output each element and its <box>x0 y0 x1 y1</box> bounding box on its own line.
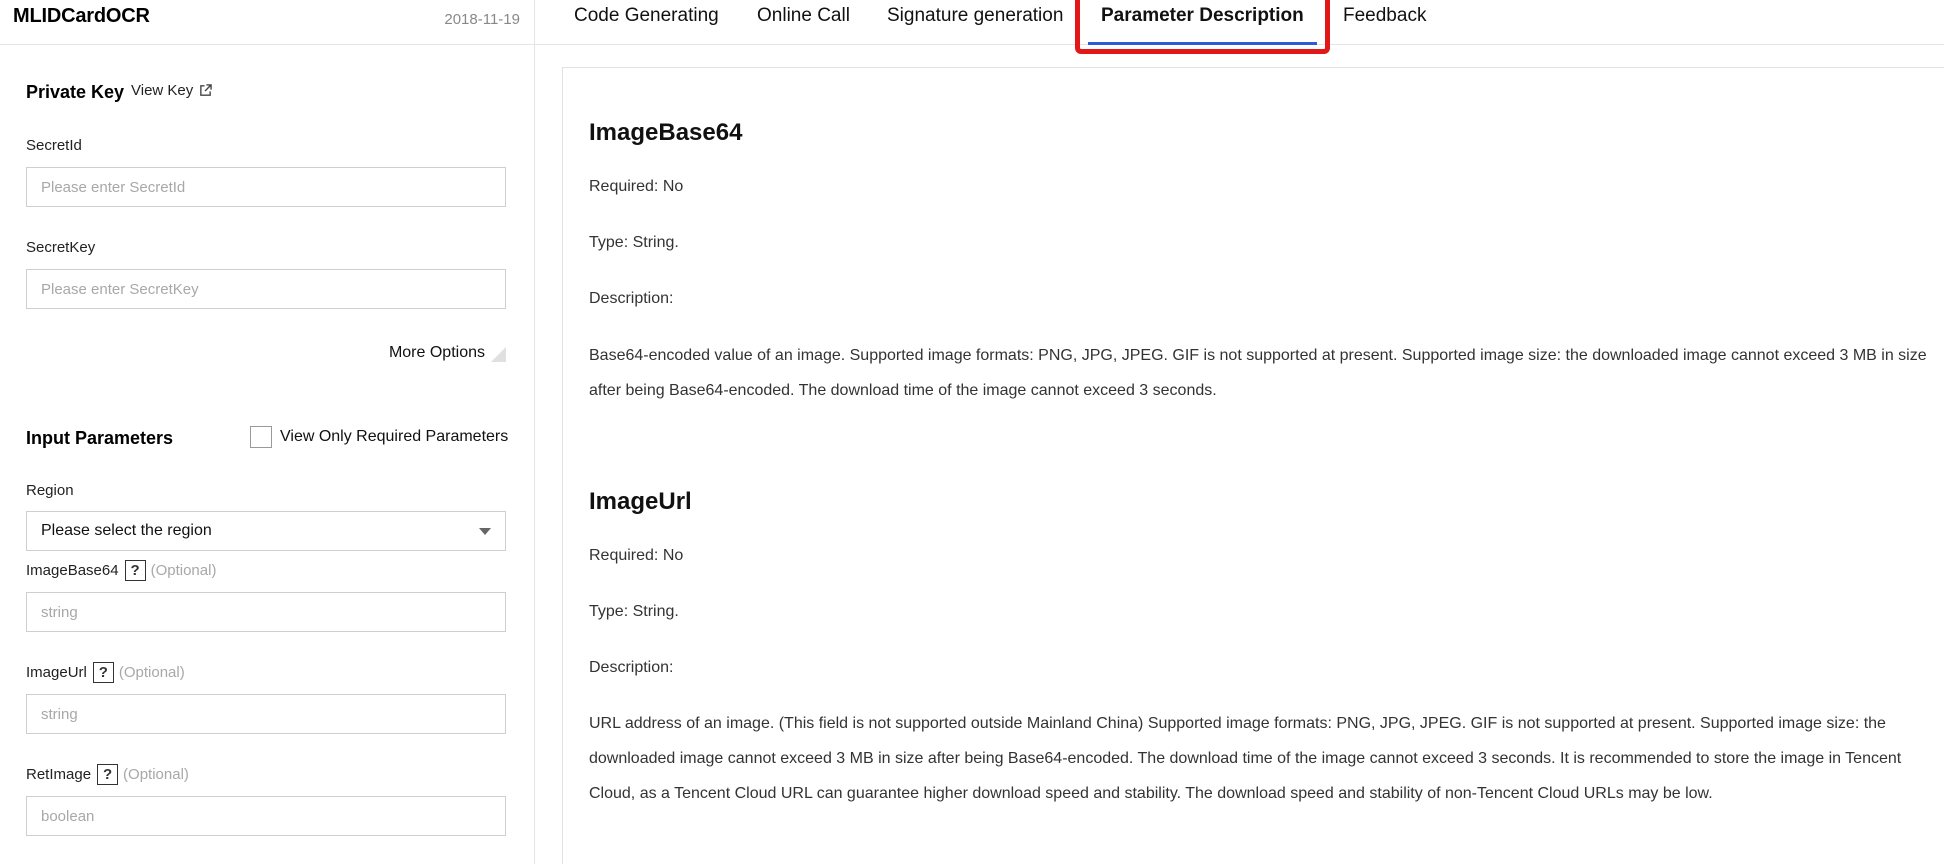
tab-online-call[interactable]: Online Call <box>757 5 850 26</box>
highlight-box <box>1075 0 1330 54</box>
param-title-imageurl: ImageUrl <box>589 488 692 515</box>
view-required-label: View Only Required Parameters <box>280 428 509 445</box>
param-description: Base64-encoded value of an image. Supported image formats: PNG, JPG, JPEG. GIF is not supported at present. Supported image size: the downloaded image cannot exceed 3 MB in size after being Base64-encoded. The download time of the image cannot exceed 3 seconds. <box>589 347 1927 399</box>
param-type: Type: String. <box>589 234 679 251</box>
optional-tag: (Optional) <box>123 766 189 783</box>
tab-signature-generation[interactable]: Signature generation <box>887 5 1064 26</box>
imageurl-field-label <box>26 662 185 683</box>
param-required: Required: No <box>589 178 684 195</box>
secretkey-label: SecretKey <box>26 239 96 256</box>
optional-tag: (Optional) <box>150 562 217 579</box>
imageurl-name: ImageUrl <box>26 664 87 681</box>
secretkey-input[interactable] <box>26 269 506 309</box>
imagebase64-name: ImageBase64 <box>26 562 119 579</box>
view-key-link[interactable] <box>131 82 212 99</box>
param-description-label: Description: <box>589 290 674 307</box>
sidebar <box>0 0 535 864</box>
region-selected-value: Please select the region <box>41 522 212 539</box>
imageurl-input[interactable] <box>26 694 506 734</box>
secretid-label: SecretId <box>26 137 82 154</box>
view-key-label: View Key <box>131 82 194 99</box>
param-description: URL address of an image. (This field is not supported outside Mainland China) Supported image formats: PNG, JPG, JPEG. GIF is not supported at present. Supported image size: the downloaded image cannot exceed 3 MB in size after being Base64-encoded. The download time of the image cannot exceed 3 seconds. It is recommended to store the image in Tencent Cloud, as a Tencent Cloud URL can guarantee higher download speed and stability. The download speed and stability of non-Tencent Cloud URLs may be low. <box>589 715 1902 802</box>
tab-feedback[interactable]: Feedback <box>1343 5 1427 26</box>
imagebase64-input[interactable] <box>26 592 506 632</box>
corner-triangle-icon <box>491 347 506 362</box>
more-options-label: More Options <box>388 344 485 361</box>
question-icon[interactable]: ? <box>97 764 118 785</box>
sidebar-header <box>0 0 535 45</box>
question-icon[interactable]: ? <box>125 560 146 581</box>
imagebase64-field-label <box>26 560 216 581</box>
param-description-label: Description: <box>589 659 674 676</box>
tab-code-generating[interactable]: Code Generating <box>574 5 719 26</box>
retimage-input[interactable] <box>26 796 506 836</box>
input-parameters-title: Input Parameters <box>26 428 174 448</box>
chevron-down-icon <box>479 528 491 535</box>
question-icon[interactable]: ? <box>93 662 114 683</box>
view-required-checkbox[interactable] <box>250 426 272 448</box>
region-select[interactable] <box>26 511 506 551</box>
external-link-icon <box>199 84 212 97</box>
param-type: Type: String. <box>589 603 679 620</box>
param-required: Required: No <box>589 547 684 564</box>
region-label: Region <box>26 482 74 499</box>
more-options-toggle[interactable] <box>389 344 506 362</box>
view-required-toggle[interactable] <box>250 426 508 448</box>
app-date: 2018-11-19 <box>444 11 520 28</box>
retimage-name: RetImage <box>26 766 92 783</box>
private-key-title: Private Key <box>26 82 125 102</box>
retimage-field-label <box>26 764 189 785</box>
secretid-input[interactable] <box>26 167 506 207</box>
app-title: MLIDCardOCR <box>13 5 150 27</box>
tab-parameter-description[interactable]: Parameter Description <box>1101 5 1304 26</box>
optional-tag: (Optional) <box>118 664 185 681</box>
param-title-imagebase64: ImageBase64 <box>589 119 743 146</box>
